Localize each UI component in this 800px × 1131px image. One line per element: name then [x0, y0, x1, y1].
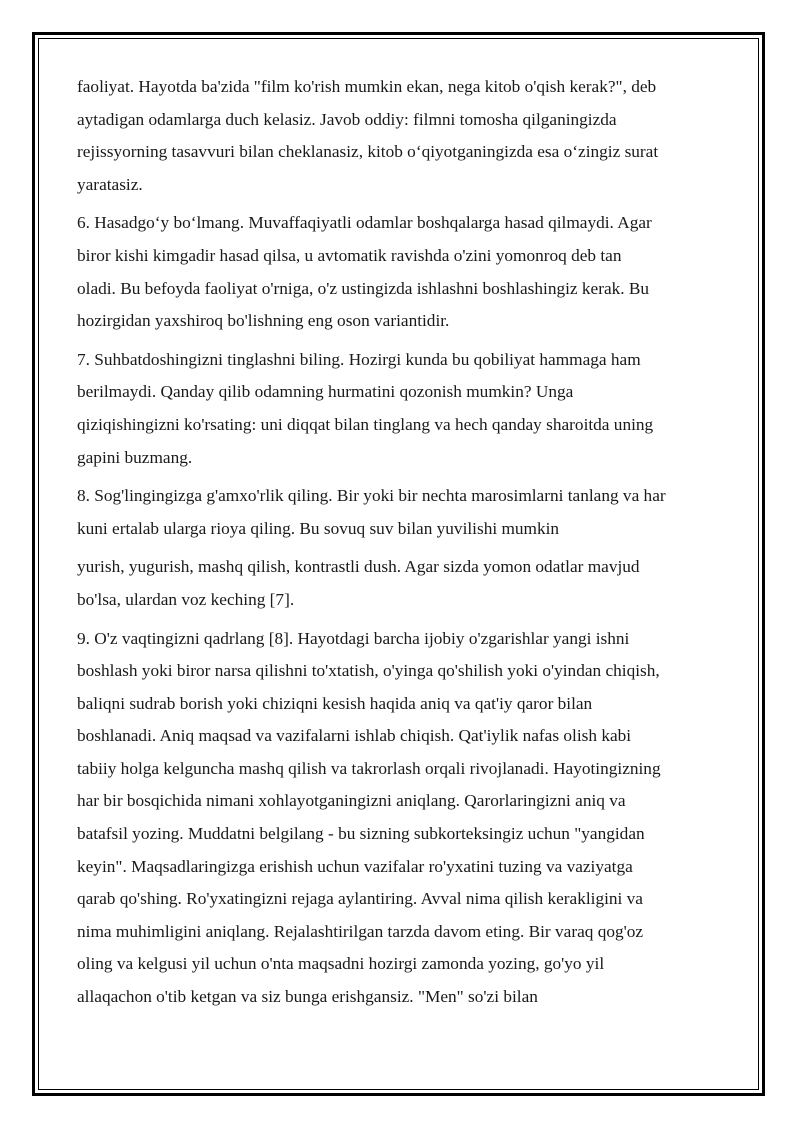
paragraph-item-7: [77, 344, 725, 474]
text-line: nima muhimligini aniqlang. Rejalashtirilgan tarzda davom eting. Bir varaq qog'oz: [77, 921, 644, 941]
paragraph-item-6: [77, 207, 725, 337]
text-line: tabiiy holga kelguncha mashq qilish va takrorlash orqali rivojlanadi. Hayotingizning: [77, 758, 661, 778]
text-line: baliqni sudrab borish yoki chiziqni kesish haqida aniq va qat'iy qaror bilan: [77, 693, 593, 713]
text-line: allaqachon o'tib ketgan va siz bunga erishgansiz. "Men" so'zi bilan: [77, 987, 538, 1007]
paragraph-item-8-continued: [77, 551, 725, 616]
text-line: hozirgidan yaxshiroq bo'lishning eng oson variantidir.: [77, 311, 450, 331]
text-line: boshlanadi. Aniq maqsad va vazifalarni ishlab chiqish. Qat'iylik nafas olish kabi: [77, 726, 632, 746]
text-line: batafsil yozing. Muddatni belgilang - bu sizning subkorteksingiz uchun "yangidan: [77, 824, 645, 844]
text-line: yurish, yugurish, mashq qilish, kontrastli dush. Agar sizda yomon odatlar mavjud: [77, 557, 640, 577]
text-line: berilmaydi. Qanday qilib odamning hurmatini qozonish mumkin? Unga: [77, 382, 574, 402]
text-line: bo'lsa, ulardan voz keching [7].: [77, 589, 295, 609]
text-line: 8. Sog'lingingizga g'amxo'rlik qiling. Bir yoki bir nechta marosimlarni tanlang va har: [77, 486, 666, 506]
text-line: faoliyat. Hayotda ba'zida "film ko'rish mumkin ekan, nega kitob o'qish kerak?", deb: [77, 77, 657, 96]
text-line: keyin". Maqsadlaringizga erishish uchun vazifalar ro'yxatini tuzing va vaziyatga: [77, 856, 633, 876]
text-line: oling va kelgusi yil uchun o'nta maqsadni hozirgi zamonda yozing, go'yo yil: [77, 954, 605, 974]
text-line: 7. Suhbatdoshingizni tinglashni biling. Hozirgi kunda bu qobiliyat hammaga ham: [77, 349, 641, 369]
text-line: oladi. Bu befoyda faoliyat o'rniga, o'z ustingizda ishlashni boshlashingiz kerak. Bu: [77, 278, 650, 298]
text-line: har bir bosqichida nimani xohlayotganingizni aniqlang. Qarorlaringizni aniq va: [77, 791, 626, 811]
text-line: qiziqishingizni ko'rsating: uni diqqat bilan tinglang va hech qanday sharoitda uning: [77, 414, 654, 434]
paragraph-item-8: [77, 480, 725, 545]
text-line: 9. O'z vaqtingizni qadrlang [8]. Hayotdagi barcha ijobiy o'zgarishlar yangi ishni: [77, 628, 630, 648]
paragraph-item-9: [77, 623, 725, 1014]
text-line: biror kishi kimgadir hasad qilsa, u avtomatik ravishda o'zini yomonroq deb tan: [77, 245, 622, 265]
text-line: 6. Hasadgo‘y bo‘lmang. Muvaffaqiyatli odamlar boshqalarga hasad qilmaydi. Agar: [77, 213, 652, 233]
paragraph-reading-benefit: [77, 71, 725, 201]
document-body: [77, 71, 725, 1020]
text-line: yaratasiz.: [77, 174, 143, 194]
text-line: boshlash yoki biror narsa qilishni to'xtatish, o'yinga qo'shilish yoki o'yindan chiqish,: [77, 661, 660, 681]
text-line: gapini buzmang.: [77, 447, 193, 467]
text-line: kuni ertalab ularga rioya qiling. Bu sovuq suv bilan yuvilishi mumkin: [77, 518, 560, 538]
text-line: aytadigan odamlarga duch kelasiz. Javob oddiy: filmni tomosha qilganingizda: [77, 109, 617, 129]
text-line: qarab qo'shing. Ro'yxatingizni rejaga aylantiring. Avval nima qilish kerakligini va: [77, 889, 643, 909]
text-line: rejissyorning tasavvuri bilan cheklanasiz, kitob o‘qiyotganingizda esa o‘zingiz surat: [77, 142, 659, 162]
